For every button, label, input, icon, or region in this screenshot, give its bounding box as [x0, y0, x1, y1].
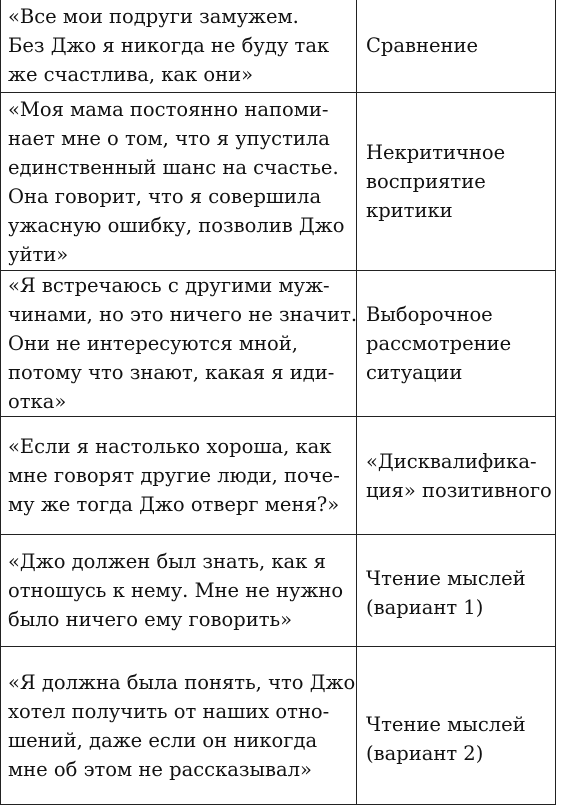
distortion-type-line: Некритичное	[366, 141, 506, 164]
quote-line: уйти»	[8, 242, 69, 266]
distortion-type-line: критики	[366, 199, 453, 222]
table-row	[1, 417, 556, 535]
quote-line: хотел получить от наших отно-	[8, 699, 330, 723]
table-row	[1, 271, 556, 417]
table-row	[1, 93, 556, 271]
distortion-type-line: ция» позитивного	[366, 478, 552, 502]
quote-line: мне об этом не рассказывал»	[8, 757, 312, 781]
quote-line: «Я должна была понять, что Джо	[8, 670, 356, 694]
distortion-type-line: Чтение мыслей	[366, 713, 526, 736]
quote-line: было ничего ему говорить»	[8, 608, 293, 631]
distortion-type-line: Сравнение	[366, 33, 479, 57]
quote-line: «Моя мама постоянно напоми-	[8, 97, 329, 121]
distortion-type-line: Чтение мыслей	[366, 567, 526, 590]
quote-line: Они не интересуются мной,	[8, 332, 298, 355]
quote-line: шений, даже если он никогда	[8, 728, 318, 752]
quote-line: «Если я настолько хороша, как	[8, 435, 332, 458]
quote-line: отношусь к нему. Мне не нужно	[8, 579, 344, 602]
quote-line: «Я встречаюсь с другими муж-	[8, 274, 330, 297]
distortion-type-cell	[357, 93, 556, 271]
quote-cell	[1, 93, 357, 271]
table-row	[1, 535, 556, 647]
quote-cell	[1, 535, 357, 647]
distortion-type-cell	[357, 647, 556, 805]
distortion-type-line: (вариант 2)	[366, 742, 484, 765]
quote-line: же счастлива, как они»	[8, 62, 254, 86]
distortion-type-line: «Дисквалифика-	[366, 449, 537, 473]
quote-line: мне говорят другие люди, поче-	[8, 464, 340, 487]
distortion-type-cell	[357, 271, 556, 417]
quote-line: Без Джо я никогда не буду так	[8, 33, 330, 57]
quote-line: ужасную ошибку, позволив Джо	[8, 213, 345, 237]
distortion-type-line: рассмотрение	[366, 332, 512, 355]
distortion-type-line: (вариант 1)	[366, 596, 484, 619]
distortion-type-line: восприятие	[366, 170, 486, 193]
distortion-type-line: ситуации	[366, 361, 463, 384]
quote-line: нает мне о том, что я упустила	[8, 126, 330, 150]
quote-line: «Джо должен был знать, как я	[8, 550, 326, 573]
quote-line: Она говорит, что я совершила	[8, 184, 322, 208]
quote-line: потому что знают, какая я иди-	[8, 361, 335, 384]
quote-cell	[1, 0, 357, 93]
quote-cell	[1, 417, 357, 535]
distortion-type-cell	[357, 417, 556, 535]
distortion-type-cell	[357, 535, 556, 647]
quote-line: «Все мои подруги замужем.	[8, 4, 299, 28]
quote-line: чинами, но это ничего не значит.	[8, 303, 358, 326]
table-row	[1, 0, 556, 93]
distortion-type-line: Выборочное	[366, 303, 493, 326]
quote-cell	[1, 647, 357, 805]
quote-cell	[1, 271, 357, 417]
quote-line: му же тогда Джо отверг меня?»	[8, 493, 340, 516]
quote-line: отка»	[8, 390, 67, 413]
quote-line: единственный шанс на счастье.	[8, 155, 339, 179]
distortion-type-cell	[357, 0, 556, 93]
table-row	[1, 647, 556, 805]
